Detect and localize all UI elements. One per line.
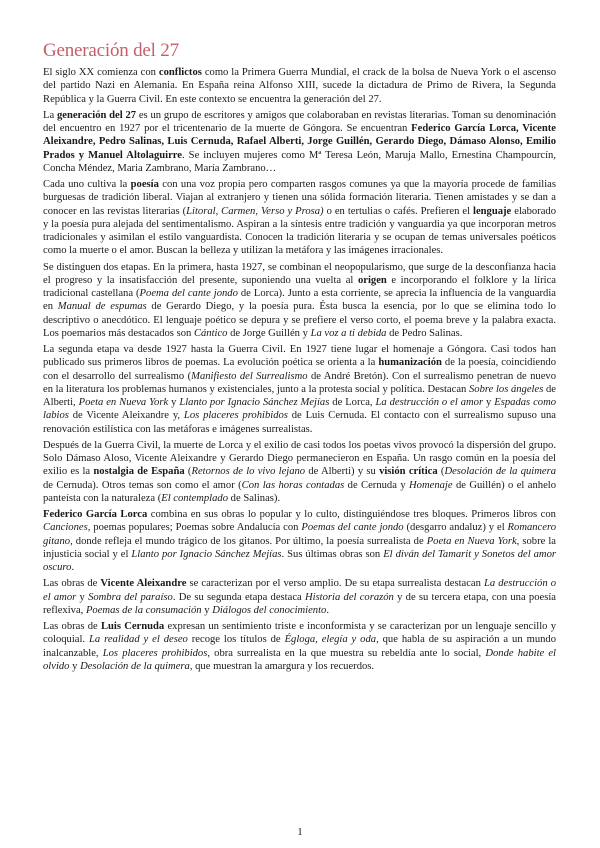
text-run: de Alberti) y su	[305, 466, 380, 478]
text-run: , donde refleja el mundo trágico de los gitanos. Por último, la poesía surrealista de	[70, 535, 427, 547]
bold-text: nostalgia de España	[93, 466, 185, 478]
text-run: y	[69, 660, 81, 672]
paragraph-9	[43, 620, 556, 673]
italic-title: Romancero gitano	[43, 522, 556, 547]
italic-title: Sobre los ángeles	[468, 383, 544, 395]
text-run: y	[201, 604, 213, 616]
text-run: Se distinguen dos etapas. En la primera, hasta 1927, se combinan el neopopularismo, que surge de la desconfianza hacia el progreso y la insatisfacción del presente, suponiendo una vuelta al	[43, 261, 556, 286]
text-run: combina en sus obras lo popular y lo culto, distinguiéndose tres bloques. Primeros libros con	[147, 509, 556, 520]
text-run: de Pedro Salinas.	[386, 327, 463, 339]
italic-title: El diván del Tamarit y Sonetos del amor oscuro	[43, 548, 556, 573]
italic-title: Llanto por Ignacio Sánchez Mejías	[131, 548, 282, 560]
bold-text: generación del 27	[56, 109, 137, 121]
text-run: y	[168, 397, 180, 408]
italic-title: La voz a ti debida	[310, 327, 387, 339]
italic-title: Diálogos del conocimiento	[212, 604, 327, 616]
page-number: 1	[297, 826, 303, 838]
text-run: . Sus últimas obras son	[281, 548, 384, 560]
italic-title: Égloga, elegía y oda	[284, 634, 377, 646]
italic-title: Los placeres prohibidos	[102, 647, 208, 659]
text-run: de Salinas).	[228, 492, 281, 504]
text-run: y	[483, 397, 495, 408]
text-run: como la Primera Guerra Mundial, el crack de la bolsa de Nueva York o el ascenso del partido Nazi en Alemania. En España reina Alfonso XIII, sucede la dictadura de Primo de Rivera, la Segunda República y la Guerra Civil. En este contexto se encuentra la generación del 27.	[43, 67, 556, 105]
italic-title: La realidad y el deseo	[89, 634, 188, 646]
text-run: es un grupo de escritores y amigos que colaboraban en revistas literarias. Toman su denominación del encuentro en 1927 por el tricentenario de la muerte de Góngora. Se encuentran	[43, 109, 557, 134]
text-run: de Lorca). Junto a esta corriente, se aprecia la influencia de la vanguardia en	[43, 288, 556, 313]
bold-text: origen	[357, 274, 387, 286]
bold-text: Luis Cernuda	[100, 621, 165, 632]
italic-title: Manifiesto del Surrealismo	[191, 370, 308, 382]
italic-title: Homenaje	[409, 479, 453, 491]
text-run: con una voz propia pero comparten rasgos comunes ya que la mayoría procede de familias burguesas de tradición liberal. Viajan al extranjero y tienen una sólida formación literaria. Tienen amistades y se dan a conocer en las revistas literarias (	[43, 179, 556, 217]
italic-title: La destrucción o el amor	[43, 578, 556, 603]
paragraph-3	[43, 178, 556, 258]
text-run: . De su segunda etapa destaca	[172, 591, 305, 603]
text-run: , que muestran la amargura y los recuerdos.	[189, 660, 375, 672]
text-run: Cada uno cultiva la	[43, 179, 131, 190]
italic-title: Litoral, Carmen, Verso y Prosa)	[186, 205, 324, 217]
text-run: (	[184, 466, 192, 478]
text-run: , sobre la injusticia social y el	[43, 535, 556, 560]
text-run: El siglo XX comienza con	[43, 67, 159, 78]
text-run: .	[326, 604, 330, 616]
text-run: , poemas populares; Poemas sobre Andalucía con	[87, 522, 302, 534]
italic-title: Llanto por Ignacio Sánchez Mejías	[179, 397, 330, 408]
italic-title: Espadas como labios	[43, 397, 557, 422]
text-run: de Vicente Aleixandre y,	[68, 410, 184, 422]
paragraph-6	[43, 439, 556, 505]
text-run: recoge los títulos de	[187, 634, 285, 646]
italic-title: Poemas de la consumación	[85, 604, 202, 616]
text-run: de Jorge Guillén y	[227, 327, 311, 339]
text-run: . Se incluyen mujeres como Mª Teresa León, Maruja Mallo, Ernestina Champourcín, Concha Méndez, Maria Zambrano, María Zambrano…	[43, 149, 556, 174]
italic-title: Poeta en Nueva York	[426, 535, 517, 547]
text-run: de Cernuda y	[344, 479, 410, 491]
text-run: y de su tercera etapa, con una poesía reflexiva,	[43, 591, 556, 616]
text-run: (	[437, 466, 445, 478]
italic-title: La destrucción o el amor	[375, 397, 484, 408]
text-run: expresan un sentimiento triste e inconformista y se caracterizan por un lenguaje sencillo y coloquial.	[43, 621, 556, 646]
text-run: de Luis Cernuda. El contacto con el surrealismo supuso una renovación estilística con las metáforas e imágenes surrealistas.	[43, 410, 557, 435]
text-run: elaborado y la poesía pura alejada del sentimentalismo. Aspiran a la síntesis entre tradición y vanguardia ya que incorporan metros tradicionales y asimilan el estilo vanguardista. Conocen la tradición literaria y se ocupan de temas universales poéticos como la muerte o el amor. Buscan la belleza y utilizan la metáfora y las imágenes irracionales.	[43, 205, 557, 257]
paragraph-7	[43, 508, 556, 574]
italic-title: Historia del corazón	[304, 591, 394, 603]
bold-text: poesía	[130, 179, 159, 190]
italic-title: Poeta en Nueva York	[78, 397, 169, 408]
text-run: .	[71, 562, 75, 573]
text-run: de André Bretón). Con el surrealismo penetran de nuevo en la literatura los problemas humanos y existenciales, junto a la protesta social y política. Destacan	[43, 370, 556, 395]
bold-text: visión crítica	[379, 466, 438, 478]
text-run: La segunda etapa va desde 1927 hasta la Guerra Civil. En 1927 tiene lugar el homenaje a Góngora. Casi todos han publicado sus primeros libros de poemas. La evolución poética se orienta a la	[43, 344, 556, 369]
bold-text: lenguaje	[473, 205, 512, 217]
text-run: y	[76, 591, 89, 603]
text-run: e incorporando el folklore y la lírica tradicional castellana (	[43, 274, 556, 299]
italic-title: Desolación de la quimera	[444, 466, 557, 478]
italic-title: Poema del cante jondo	[139, 288, 238, 299]
text-run: se caracterizan por el verso amplio. De su etapa surrealista destacan	[186, 578, 484, 590]
text-run: de Gerardo Diego, y la poesía pura. Ésta busca la esencia, por lo que se elimina todo lo descriptivo o anecdótico. El lenguaje poético se depura y se prefiere el verso corto, el poema breve y la palabra exacta. Los poemarios más destacados son	[43, 301, 556, 339]
italic-title: Manual de espumas	[57, 301, 147, 313]
text-run: de Lorca,	[329, 397, 376, 408]
bold-text: Federico García Lorca	[43, 509, 148, 520]
document-body	[43, 66, 556, 673]
italic-title: Cántico	[193, 327, 228, 339]
text-run: de Guillén) o el anhelo panteísta con la naturaleza (	[43, 479, 557, 504]
text-run: (desgarro andaluz) y el	[403, 522, 508, 534]
text-run: Las obras de	[43, 621, 101, 632]
bold-text: conflictos	[158, 67, 202, 78]
italic-title: Donde habite el olvido	[43, 647, 556, 672]
italic-title: Con las horas contadas	[241, 479, 345, 491]
bold-text: Federico García Lorca, Vicente Aleixandre, Pedro Salinas, Luis Cernuda, Rafael Alberti, Jorge Guillén, Gerardo Diego, Dámaso Alonso, Emilio Prados y Manuel Altolaguirre	[43, 123, 556, 161]
text-run: de Alberti,	[43, 383, 556, 408]
paragraph-5	[43, 343, 556, 436]
text-run: Después de la Guerra Civil, la muerte de Lorca y el exilio de casi todos los poetas vivos provocó la dispersión del grupo. Solo Dámaso Aloso, Vicente Aleixandre y Gerardo Diego permanecieron en España. Un rasgo común en la poesía del exilio es la	[43, 439, 556, 478]
paragraph-4	[43, 261, 556, 341]
text-run: o en tertulias o cafés. Prefieren el	[323, 205, 473, 217]
paragraph-8	[43, 577, 556, 617]
text-run: , que habla de su aspiración a un mundo inalcanzable,	[43, 634, 557, 659]
italic-title: Retornos de lo vivo lejano	[191, 466, 306, 478]
bold-text: humanización	[378, 357, 442, 369]
text-run: La	[43, 109, 57, 121]
text-run: , obra surrealista en la que muestra su rebeldía ante lo social,	[207, 647, 486, 659]
italic-title: Desolación de la quimera	[80, 660, 190, 672]
italic-title: Poemas del cante jondo	[301, 522, 404, 534]
paragraph-1	[43, 66, 556, 106]
text-run: de Cernuda). Otros temas son como el amor (	[43, 479, 242, 491]
text-run: de la poesía, coincidiendo con el desarrollo del surrealismo (	[43, 357, 556, 382]
bold-text: Vicente Aleixandre	[100, 578, 187, 590]
italic-title: Los placeres prohibidos	[183, 410, 288, 422]
italic-title: Sombra del paraíso	[88, 591, 173, 603]
document-title: Generación del 27	[43, 40, 179, 61]
paragraph-2	[43, 109, 556, 175]
italic-title: Canciones	[43, 522, 88, 534]
text-run: Las obras de	[43, 578, 101, 590]
italic-title: El contemplado	[161, 492, 229, 504]
